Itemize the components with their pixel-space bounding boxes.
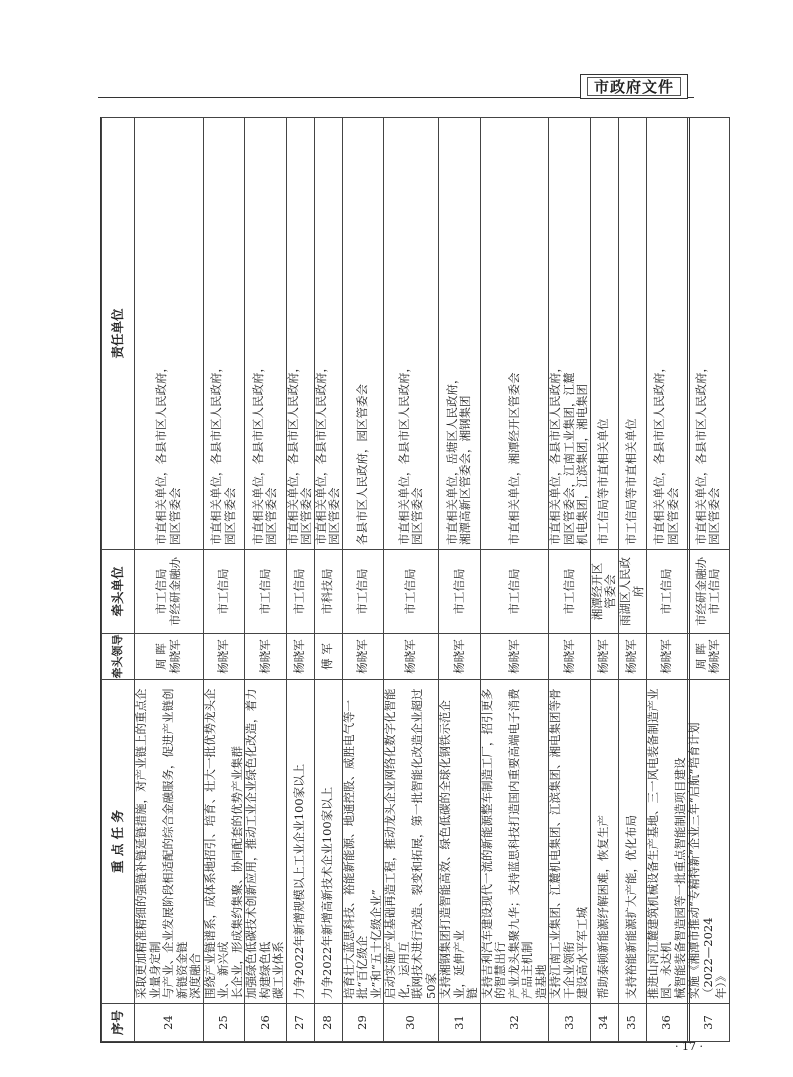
row-task-line: 联网技术进行改造、裂变和拓展，第一批智能化改造企业超过50家 bbox=[410, 688, 438, 999]
row-resp-unit bbox=[480, 118, 549, 550]
row-task-line: 支持湘钢集团打造智能高效、绿色低碳的全球化钢铁示范企业，延伸产业 bbox=[438, 700, 466, 999]
row-resp-unit-line: 园区管委会 bbox=[222, 487, 237, 545]
row-task bbox=[384, 680, 439, 1004]
row-task bbox=[480, 680, 549, 1004]
row-task bbox=[549, 680, 591, 1004]
row-lead-unit-line: 市工信局 bbox=[451, 568, 466, 615]
row-leader bbox=[286, 634, 314, 680]
row-task-line: 推进山河江麓建筑机械设备生产基地、三一风电装备制造产业园、永达机 bbox=[645, 688, 673, 999]
row-task bbox=[286, 680, 314, 1004]
row-seq: 36 bbox=[646, 1004, 688, 1042]
row-task bbox=[342, 680, 384, 1004]
row-lead-unit bbox=[646, 550, 688, 634]
row-resp-unit-line: 市直相关单位，各县市区人民政府， bbox=[285, 361, 300, 545]
row-lead-unit-line: 市经研金融办 bbox=[693, 557, 708, 626]
row-resp-unit-line: 市直相关单位，各县市区人民政府， bbox=[154, 361, 169, 545]
row-task-line: 培育壮大蓝思科技、裕能新能源、地通控股、威胜电气等一批“百亿级企 bbox=[341, 700, 369, 999]
table-row bbox=[286, 118, 314, 1042]
task-table-frame bbox=[100, 117, 728, 1043]
row-seq: 28 bbox=[314, 1004, 342, 1042]
col-header-leader: 牵头领导 bbox=[102, 634, 135, 680]
row-resp-unit bbox=[384, 118, 439, 550]
row-resp-unit-line: 市直相关单位，各县市区人民政府， bbox=[693, 361, 708, 545]
row-resp-unit-line: 市直相关单位，各县市区人民政府， bbox=[548, 361, 562, 545]
row-task bbox=[646, 680, 688, 1004]
row-task-line: 械智能装备智造园等一批重点智能制造项目建设 bbox=[672, 757, 687, 999]
row-lead-unit bbox=[688, 550, 730, 634]
row-lead-unit bbox=[590, 550, 618, 634]
row-lead-unit bbox=[314, 550, 342, 634]
table-row bbox=[439, 118, 481, 1042]
row-lead-unit bbox=[618, 550, 646, 634]
row-task bbox=[314, 680, 342, 1004]
row-task-line: 帮助泰顿新能源纾解困难，恢复生产 bbox=[596, 815, 611, 999]
row-resp-unit-line: 园区管委会 bbox=[167, 487, 182, 545]
row-seq: 27 bbox=[286, 1004, 314, 1042]
row-resp-unit bbox=[135, 118, 204, 550]
row-resp-unit-line: 市直相关单位，岳塘区人民政府， bbox=[444, 372, 459, 545]
row-leader bbox=[618, 634, 646, 680]
row-seq: 31 bbox=[439, 1004, 481, 1042]
row-resp-unit-line: 市直相关单位，各县市区人民政府， bbox=[250, 361, 265, 545]
row-leader-line: 杨晓军 bbox=[596, 639, 611, 674]
row-resp-unit-line: 市工信局等市直相关单位 bbox=[624, 418, 639, 545]
task-table bbox=[101, 117, 730, 1042]
row-resp-unit-line: 机电集团，江滨集团，湘电集团 bbox=[575, 384, 589, 545]
row-task bbox=[245, 680, 287, 1004]
table-body bbox=[135, 118, 730, 1042]
table-row bbox=[135, 118, 204, 1042]
row-task-line: 力争2022年新增规模以上工业企业100家以上 bbox=[292, 763, 307, 999]
row-lead-unit bbox=[384, 550, 439, 634]
row-task bbox=[439, 680, 481, 1004]
row-lead-unit-line: 市工信局 bbox=[355, 568, 369, 615]
row-leader-line: 傅 军 bbox=[320, 643, 335, 670]
row-task-line: 围绕产业链谱系，成体系地招引、培育、壮大一批优势龙头企业、新兴成 bbox=[202, 688, 230, 999]
row-task-line: 启动实施产业基础再造工程，推动龙头企业网络化数字化智能化，运用互 bbox=[383, 688, 411, 999]
row-leader-line: 周 晖 bbox=[693, 643, 708, 670]
row-lead-unit-line: 市工信局 bbox=[659, 568, 673, 615]
row-task-line: 产业龙头集聚九华；支持蓝思科技打造国内重要高端电子消费产品主机制 bbox=[506, 688, 534, 999]
table-row bbox=[384, 118, 439, 1042]
row-leader bbox=[646, 634, 688, 680]
row-leader bbox=[384, 634, 439, 680]
row-resp-unit bbox=[439, 118, 481, 550]
row-resp-unit bbox=[245, 118, 287, 550]
row-lead-unit-line: 市工信局 bbox=[216, 568, 230, 615]
row-task-line: 深度融合 bbox=[188, 953, 202, 999]
row-task-line: 实施《湘潭市推动“专精特新”企业三年“启航”培育计划（2022—2024 bbox=[687, 722, 715, 999]
row-task-line: 力争2022年新增高新技术企业100家以上 bbox=[320, 786, 335, 999]
row-lead-unit-line: 湘潭经开区 bbox=[589, 562, 604, 621]
row-leader-line: 杨晓军 bbox=[624, 639, 639, 674]
row-seq: 30 bbox=[384, 1004, 439, 1042]
col-header-resp-unit: 责任单位 bbox=[102, 118, 135, 550]
row-lead-unit-line: 市工信局 bbox=[506, 568, 521, 615]
row-task-line: 业”和“五十亿级企业” bbox=[368, 889, 383, 999]
row-leader bbox=[342, 634, 384, 680]
row-leader bbox=[549, 634, 591, 680]
row-lead-unit bbox=[342, 550, 384, 634]
row-resp-unit bbox=[286, 118, 314, 550]
row-leader-line: 杨晓军 bbox=[257, 639, 272, 674]
row-resp-unit-line: 园区管委会 bbox=[707, 487, 722, 545]
row-seq: 35 bbox=[618, 1004, 646, 1042]
row-lead-unit bbox=[439, 550, 481, 634]
row-lead-unit-line: 管委会 bbox=[603, 574, 617, 609]
row-task bbox=[618, 680, 646, 1004]
row-leader-line: 杨晓军 bbox=[167, 639, 182, 674]
row-leader bbox=[480, 634, 549, 680]
col-header-seq: 序号 bbox=[102, 1004, 135, 1042]
row-lead-unit bbox=[480, 550, 549, 634]
row-seq: 25 bbox=[203, 1004, 245, 1042]
row-task bbox=[688, 680, 730, 1004]
table-row bbox=[480, 118, 549, 1042]
row-resp-unit bbox=[549, 118, 591, 550]
row-lead-unit-line: 雨湖区人民政府 bbox=[617, 557, 645, 626]
row-leader-line: 杨晓军 bbox=[707, 639, 722, 674]
row-resp-unit-line: 市工信局等市直相关单位 bbox=[596, 418, 611, 545]
rotated-table-wrapper bbox=[101, 118, 728, 1042]
row-resp-unit-line: 园区管委会，江南工业集团，江麓 bbox=[561, 372, 576, 545]
row-task-line: 与产业、企业发展阶段相适配的综合金融服务，促进产业链创新链资金链 bbox=[161, 688, 189, 999]
row-lead-unit-line: 市工信局 bbox=[257, 568, 272, 615]
row-leader bbox=[590, 634, 618, 680]
row-resp-unit-line: 园区管委会 bbox=[264, 487, 279, 545]
table-row bbox=[245, 118, 287, 1042]
row-resp-unit bbox=[590, 118, 618, 550]
row-task-line: 年）》 bbox=[714, 970, 728, 999]
section-badge bbox=[580, 74, 688, 99]
row-resp-unit-line: 市直相关单位，各县市区人民政府， bbox=[209, 361, 224, 545]
row-leader-line: 杨晓军 bbox=[292, 639, 307, 674]
row-task-line: 加强绿色低碳技术创新应用，推动工业企业绿色化改造，着力构建绿色低 bbox=[244, 688, 272, 999]
row-task-line: 造基地 bbox=[533, 964, 548, 999]
row-lead-unit bbox=[245, 550, 287, 634]
row-resp-unit-line: 园区管委会 bbox=[665, 487, 680, 545]
row-lead-unit-line: 市工信局 bbox=[403, 568, 418, 615]
row-seq: 24 bbox=[135, 1004, 204, 1042]
row-leader-line: 杨晓军 bbox=[659, 639, 673, 674]
row-leader-line: 杨晓军 bbox=[506, 639, 521, 674]
row-lead-unit bbox=[286, 550, 314, 634]
row-resp-unit-line: 市直相关单位，湘潭经开区管委会 bbox=[506, 372, 521, 545]
row-task-line: 长企业，形成集约集聚、协同配套的优势产业集群 bbox=[229, 746, 244, 999]
row-leader bbox=[314, 634, 342, 680]
row-task bbox=[590, 680, 618, 1004]
table-row bbox=[342, 118, 384, 1042]
row-lead-unit-line: 市工信局 bbox=[154, 568, 169, 615]
row-seq: 34 bbox=[590, 1004, 618, 1042]
row-task-line: 支持裕能新能源扩大产能，优化布局 bbox=[624, 815, 639, 999]
page-number: · 17 · bbox=[675, 1040, 703, 1053]
row-resp-unit bbox=[314, 118, 342, 550]
row-task bbox=[203, 680, 245, 1004]
row-task-line: 链 bbox=[465, 987, 479, 999]
row-resp-unit-line: 湘潭高新区管委会，湘钢集团 bbox=[458, 395, 473, 545]
row-leader-line: 杨晓军 bbox=[355, 639, 369, 674]
row-seq: 29 bbox=[342, 1004, 384, 1042]
row-leader-line: 杨晓军 bbox=[451, 639, 466, 674]
row-leader bbox=[688, 634, 730, 680]
row-lead-unit-line: 市经研金融办 bbox=[167, 557, 182, 626]
row-resp-unit-line: 园区管委会 bbox=[299, 487, 313, 545]
row-task-line: 支持吉利汽车建设现代一流的新能源整车制造工厂，招引更多的智慧出行 bbox=[479, 688, 507, 999]
row-leader bbox=[135, 634, 204, 680]
table-header-row bbox=[102, 118, 135, 1042]
row-lead-unit bbox=[135, 550, 204, 634]
row-resp-unit bbox=[688, 118, 730, 550]
table-row bbox=[590, 118, 618, 1042]
row-lead-unit-line: 市工信局 bbox=[561, 568, 576, 615]
row-leader bbox=[439, 634, 481, 680]
row-leader-line: 杨晓军 bbox=[561, 639, 576, 674]
row-resp-unit-line: 市直相关单位，各县市区人民政府， bbox=[313, 361, 328, 545]
row-task-line: 支持江南工业集团、江麓机电集团、江滨集团、湘电集团等骨干企业领衔 bbox=[548, 688, 576, 999]
row-seq: 33 bbox=[549, 1004, 591, 1042]
row-leader bbox=[245, 634, 287, 680]
row-lead-unit-line: 市科技局 bbox=[320, 568, 335, 615]
row-leader-line: 周 晖 bbox=[154, 643, 169, 670]
row-lead-unit bbox=[549, 550, 591, 634]
row-resp-unit-line: 各县市区人民政府，园区管委会 bbox=[355, 384, 369, 545]
row-leader bbox=[203, 634, 245, 680]
row-resp-unit bbox=[203, 118, 245, 550]
row-resp-unit-line: 园区管委会 bbox=[327, 487, 341, 545]
row-resp-unit bbox=[618, 118, 646, 550]
row-resp-unit-line: 市直相关单位，各县市区人民政府， bbox=[652, 361, 667, 545]
row-task-line: 碳工业体系 bbox=[271, 941, 285, 999]
row-lead-unit-line: 市工信局 bbox=[707, 568, 722, 615]
row-resp-unit bbox=[646, 118, 688, 550]
row-seq: 37 bbox=[688, 1004, 730, 1042]
table-row bbox=[688, 118, 730, 1042]
table-row bbox=[314, 118, 342, 1042]
row-lead-unit bbox=[203, 550, 245, 634]
col-header-lead-unit: 牵头单位 bbox=[102, 550, 135, 634]
col-header-task: 重 点 任 务 bbox=[102, 680, 135, 1004]
row-seq: 26 bbox=[245, 1004, 287, 1042]
row-resp-unit bbox=[342, 118, 384, 550]
row-lead-unit-line: 市工信局 bbox=[292, 568, 307, 615]
row-leader-line: 杨晓军 bbox=[403, 639, 418, 674]
row-task-line: 采取更加精准精细的强链补链延链措施，对产业链上的重点企业量身定制 bbox=[134, 688, 162, 999]
table-row bbox=[549, 118, 591, 1042]
row-seq: 32 bbox=[480, 1004, 549, 1042]
row-task bbox=[135, 680, 204, 1004]
table-row bbox=[646, 118, 688, 1042]
section-badge-label: 市政府文件 bbox=[587, 77, 681, 96]
row-task-line: 建设高水平军工城 bbox=[575, 907, 589, 999]
row-resp-unit-line: 市直相关单位，各县市区人民政府， bbox=[396, 361, 411, 545]
row-resp-unit-line: 园区管委会 bbox=[410, 487, 424, 545]
row-leader-line: 杨晓军 bbox=[216, 639, 230, 674]
table-row bbox=[203, 118, 245, 1042]
table-row bbox=[618, 118, 646, 1042]
